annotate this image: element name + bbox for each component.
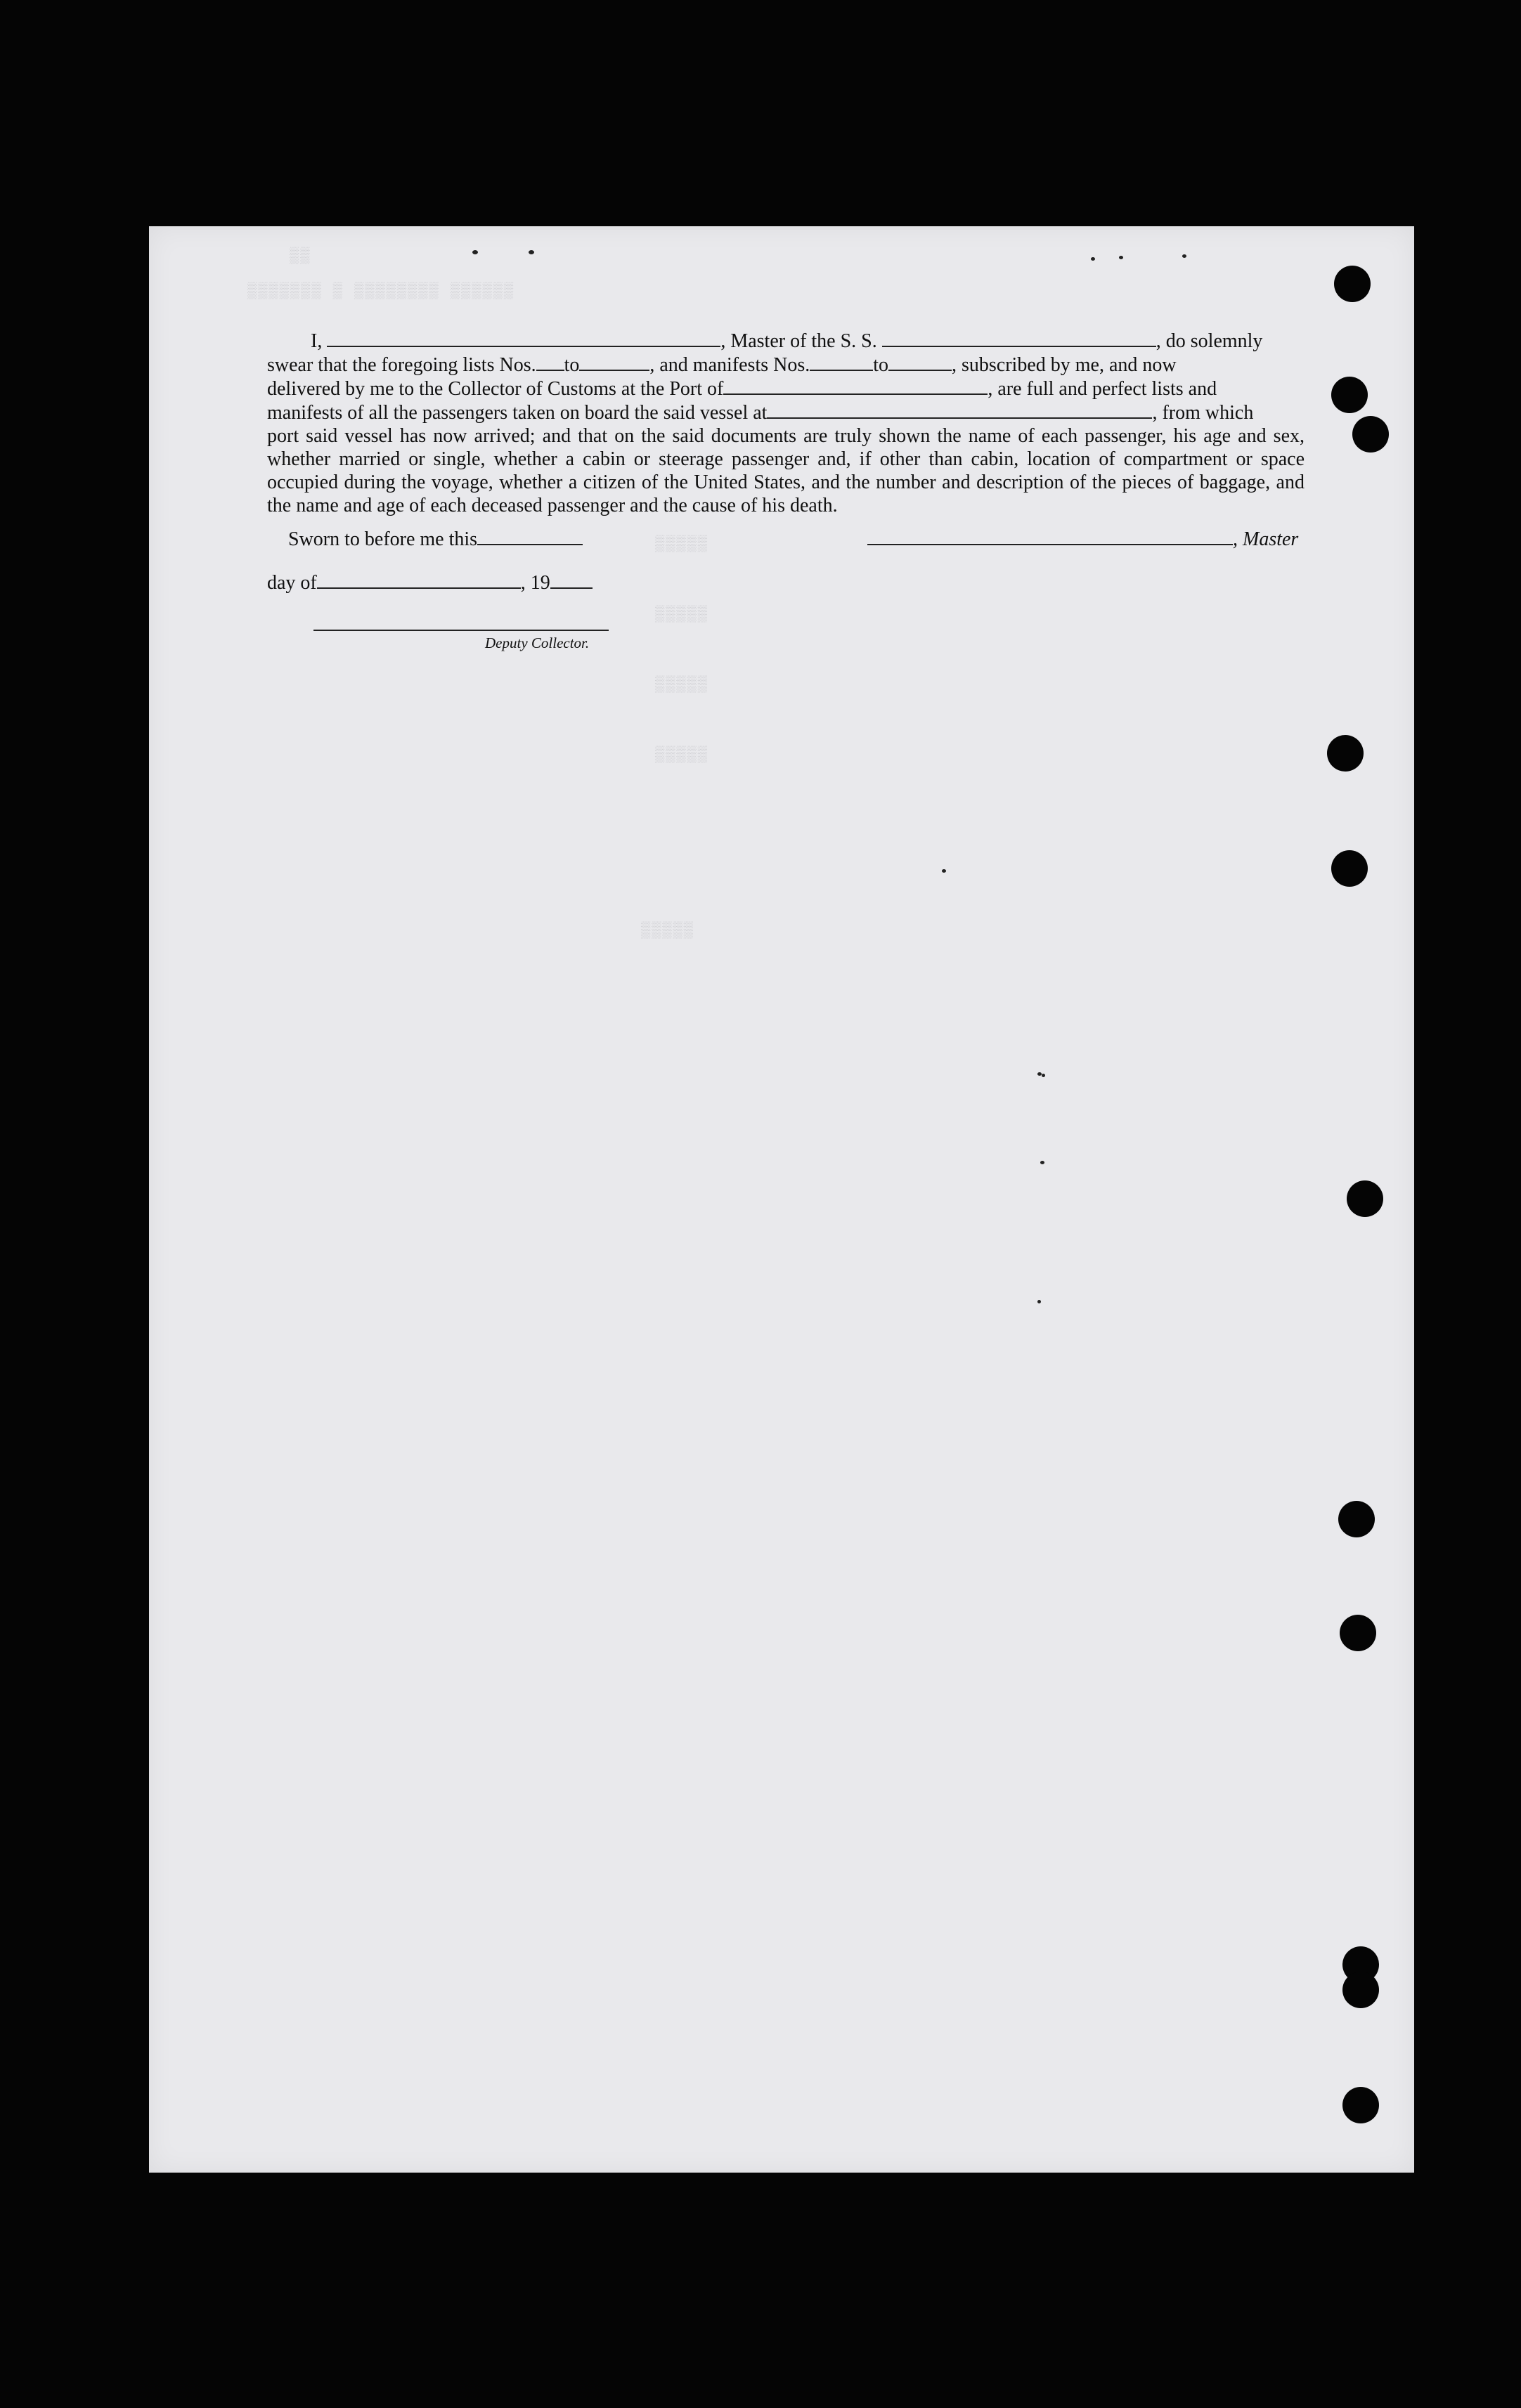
oath-remainder: port said vessel has now arrived; and that on the said documents are truly shown the name of each passenger, his age and sex, whether married or single, whether a cabin or steerage passenger and, if other than cabin, location of compartment or space occupied during the voyage, whether a citizen of the United States, and the number and description of the pieces of baggage, and the name and age of each deceased passenger and the cause of his death. [267,425,1305,516]
name-blank [327,329,720,347]
speck [1182,254,1186,258]
speck [1042,1074,1045,1077]
oath-line-3: delivered by me to the Collector of Customs at the Port of , are full and perfect lists and [267,378,1217,400]
bleed-through-text: ▒▒▒▒▒ [655,535,709,553]
oath-line-2: swear that the foregoing lists Nos. to , and manifests Nos. to , subscribed by me, and now [267,354,1177,376]
oath-line-4: manifests of all the passengers taken on board the said vessel at , from which [267,402,1254,424]
oath-paragraph [267,329,1305,517]
bleed-through-text: ▒▒▒▒▒ [655,676,709,694]
speck [1040,1161,1044,1164]
punch-hole [1342,2087,1379,2123]
speck [472,250,478,254]
bleed-through-text: ▒▒ [290,247,311,265]
speck [529,250,534,254]
bleed-through-text: ▒▒▒▒▒ [655,746,709,764]
punch-hole [1331,377,1368,413]
punch-hole [1327,735,1364,772]
sworn-blank [477,527,583,545]
punch-hole [1352,416,1389,453]
speck [1119,256,1123,259]
speck [1037,1300,1041,1303]
year-blank [550,571,593,589]
punch-hole [1331,850,1368,887]
document-sheet [149,226,1414,2173]
deputy-collector-label: Deputy Collector. [485,634,590,651]
sworn-line: Sworn to before me this [288,527,583,551]
speck [942,869,946,873]
day-line: day of , 19 [267,571,593,594]
day-blank [317,571,521,589]
master-signature-line: , Master [867,527,1298,551]
departure-blank [767,401,1152,419]
punch-hole [1340,1615,1376,1651]
speck [1091,257,1095,261]
punch-hole [1334,266,1371,302]
master-signature-blank [867,527,1233,545]
punch-hole [1347,1180,1383,1217]
punch-hole [1342,1972,1379,2008]
ship-blank [882,329,1156,347]
punch-hole [1338,1501,1375,1537]
bleed-through-text: ▒▒▒▒▒▒▒ ▒ ▒▒▒▒▒▒▒▒ ▒▒▒▒▒▒ [247,282,515,300]
bleed-through-text: ▒▒▒▒▒ [641,922,695,939]
bleed-through-text: ▒▒▒▒▒ [655,606,709,623]
oath-line-1: I, , Master of the S. S. , do solemnly [311,330,1263,352]
port-blank [723,377,988,395]
deputy-signature-rule [313,630,609,631]
